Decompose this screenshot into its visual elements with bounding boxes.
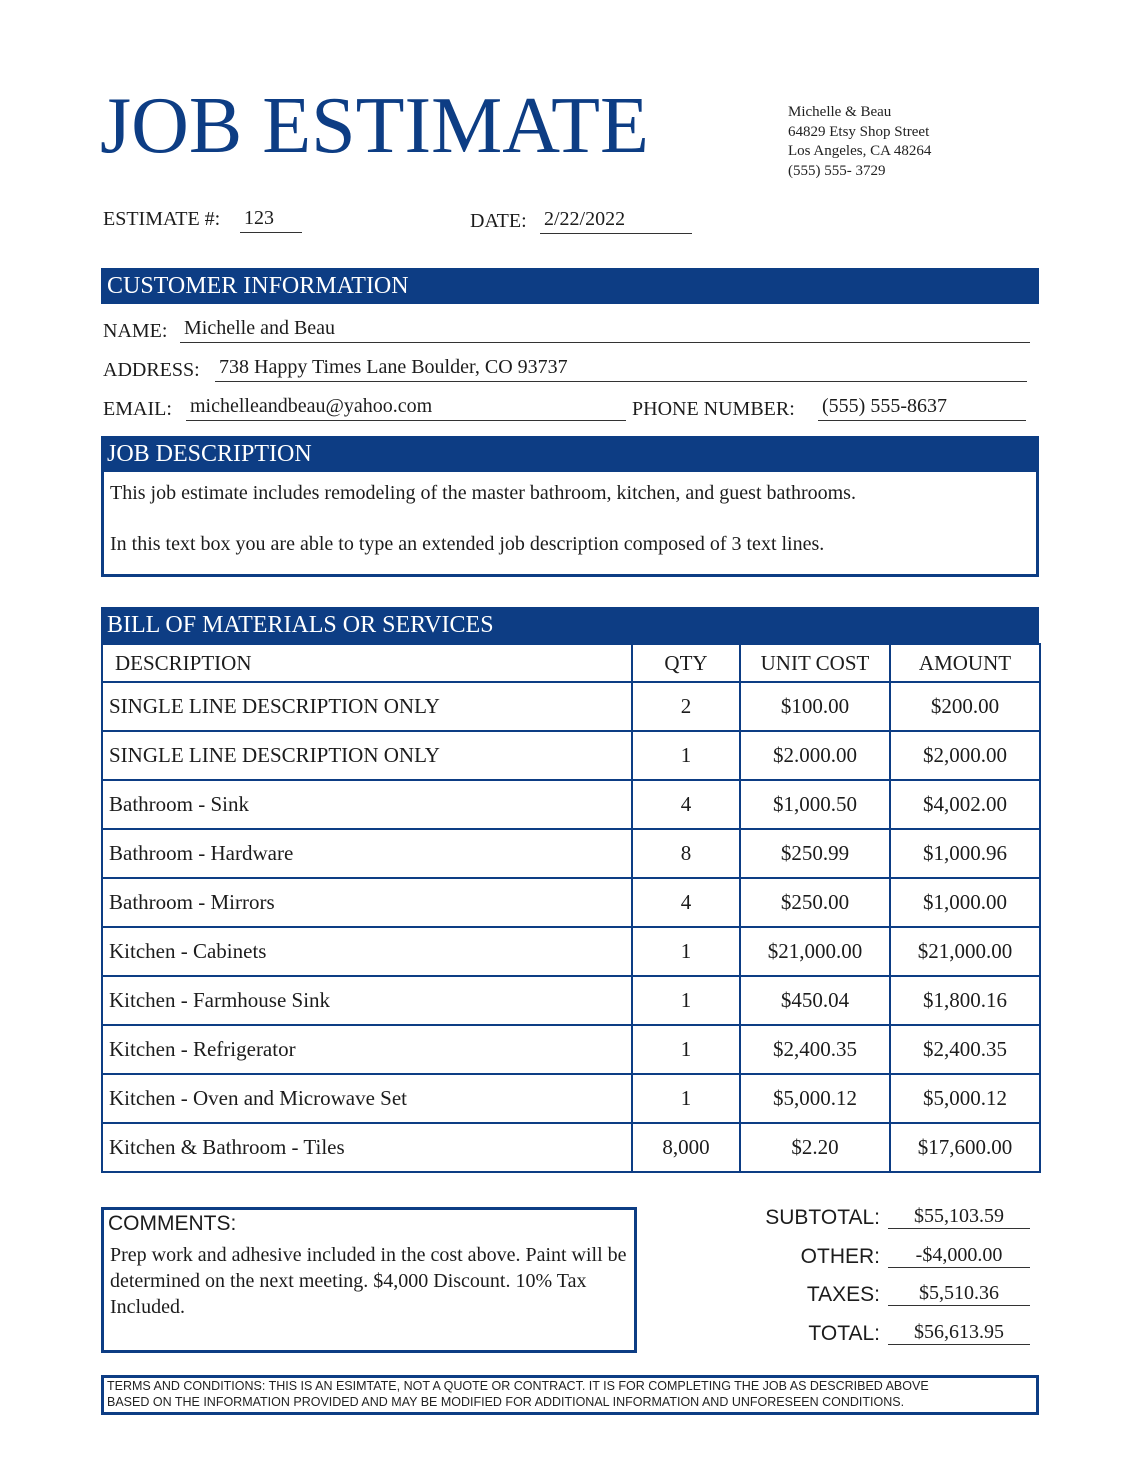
other-label: OTHER: (800, 1245, 880, 1268)
item-qty[interactable]: 1 (632, 1025, 740, 1074)
item-description[interactable]: Kitchen & Bathroom - Tiles (102, 1123, 632, 1172)
name-field[interactable] (180, 314, 1030, 343)
item-description[interactable]: Kitchen - Cabinets (102, 927, 632, 976)
table-row (102, 1074, 1040, 1123)
item-amount: $1,000.96 (890, 829, 1040, 878)
table-row (102, 927, 1040, 976)
item-amount: $21,000.00 (890, 927, 1040, 976)
item-unit-cost[interactable]: $1,000.50 (740, 780, 890, 829)
item-description[interactable]: Kitchen - Farmhouse Sink (102, 976, 632, 1025)
company-name: Michelle & Beau (788, 104, 892, 120)
company-phone: (555) 555- 3729 (788, 162, 886, 179)
terms-and-conditions (101, 1375, 1039, 1415)
item-unit-cost[interactable]: $21,000.00 (740, 927, 890, 976)
phone-label: PHONE NUMBER: (632, 398, 795, 420)
total-value: $56,613.95 (888, 1321, 1030, 1345)
table-row (102, 1025, 1040, 1074)
item-unit-cost[interactable]: $2,400.35 (740, 1025, 890, 1074)
item-qty[interactable]: 8 (632, 829, 740, 878)
column-header-qty: QTY (632, 644, 740, 682)
table-row (102, 878, 1040, 927)
table-row (102, 780, 1040, 829)
item-qty[interactable]: 2 (632, 682, 740, 731)
customer-information-header: CUSTOMER INFORMATION (101, 268, 1039, 304)
table-header-row (102, 644, 1040, 682)
item-amount: $4,002.00 (890, 780, 1040, 829)
table-row (102, 976, 1040, 1025)
item-description[interactable]: Bathroom - Mirrors (102, 878, 632, 927)
other-value[interactable]: -$4,000.00 (888, 1244, 1030, 1268)
company-city: Los Angeles, CA 48264 (788, 143, 932, 159)
item-description[interactable]: SINGLE LINE DESCRIPTION ONLY (102, 731, 632, 780)
item-qty[interactable]: 1 (632, 731, 740, 780)
item-unit-cost[interactable]: $100.00 (740, 682, 890, 731)
item-description[interactable]: Bathroom - Sink (102, 780, 632, 829)
item-qty[interactable]: 1 (632, 927, 740, 976)
job-description-box[interactable] (101, 472, 1039, 577)
item-unit-cost[interactable]: $250.00 (740, 878, 890, 927)
date-value: 2/22/2022 (544, 208, 626, 230)
email-label: EMAIL: (103, 398, 172, 420)
taxes-value[interactable]: $5,510.36 (888, 1282, 1030, 1306)
item-qty[interactable]: 4 (632, 780, 740, 829)
comments-box[interactable] (101, 1207, 637, 1353)
address-label: ADDRESS: (103, 359, 200, 381)
page-title: JOB ESTIMATE (100, 82, 649, 170)
company-info (788, 103, 931, 181)
comments-label: COMMENTS: (108, 1212, 237, 1235)
phone-field[interactable] (818, 391, 1026, 421)
item-qty[interactable]: 1 (632, 976, 740, 1025)
item-description[interactable]: Kitchen - Oven and Microwave Set (102, 1074, 632, 1123)
phone-value: (555) 555-8637 (822, 395, 947, 417)
subtotal-label: SUBTOTAL: (765, 1206, 880, 1229)
name-value: Michelle and Beau (184, 317, 336, 339)
item-unit-cost[interactable]: $2.000.00 (740, 731, 890, 780)
item-unit-cost[interactable]: $5,000.12 (740, 1074, 890, 1123)
table-row (102, 829, 1040, 878)
item-description[interactable]: SINGLE LINE DESCRIPTION ONLY (102, 682, 632, 731)
total-label: TOTAL: (808, 1322, 880, 1345)
estimate-number-value: 123 (244, 207, 274, 229)
item-amount: $17,600.00 (890, 1123, 1040, 1172)
name-label: NAME: (103, 320, 168, 342)
table-row (102, 682, 1040, 731)
item-amount: $2,000.00 (890, 731, 1040, 780)
item-amount: $200.00 (890, 682, 1040, 731)
date-field[interactable] (540, 205, 692, 234)
item-qty[interactable]: 8,000 (632, 1123, 740, 1172)
address-value: 738 Happy Times Lane Boulder, CO 93737 (219, 356, 568, 378)
item-qty[interactable]: 1 (632, 1074, 740, 1123)
job-description-line: In this text box you are able to type an extended job description composed of 3 text lines. (110, 533, 825, 555)
column-header-unit-cost: UNIT COST (740, 644, 890, 682)
job-description-header: JOB DESCRIPTION (101, 436, 1039, 472)
address-field[interactable] (215, 352, 1027, 382)
item-description[interactable]: Kitchen - Refrigerator (102, 1025, 632, 1074)
item-qty[interactable]: 4 (632, 878, 740, 927)
terms-line: TERMS AND CONDITIONS: THIS IS AN ESIMTATE, NOT A QUOTE OR CONTRACT. IT IS FOR COMPLETING THE JOB AS DESCRIBED ABOVE (107, 1379, 929, 1393)
table-row (102, 731, 1040, 780)
item-unit-cost[interactable]: $2.20 (740, 1123, 890, 1172)
taxes-label: TAXES: (806, 1283, 880, 1306)
bill-of-materials-header: BILL OF MATERIALS OR SERVICES (101, 607, 1039, 643)
bill-table (101, 643, 1041, 1173)
item-unit-cost[interactable]: $450.04 (740, 976, 890, 1025)
email-field[interactable] (186, 391, 626, 421)
item-amount: $1,800.16 (890, 976, 1040, 1025)
estimate-number-field[interactable] (240, 203, 302, 233)
estimate-number-label: ESTIMATE #: (103, 208, 221, 230)
subtotal-value: $55,103.59 (888, 1205, 1030, 1229)
email-value: michelleandbeau@yahoo.com (190, 395, 433, 417)
job-description-line: This job estimate includes remodeling of the master bathroom, kitchen, and guest bathrooms. (110, 482, 856, 504)
item-amount: $5,000.12 (890, 1074, 1040, 1123)
table-row (102, 1123, 1040, 1172)
column-header-amount: AMOUNT (890, 644, 1040, 682)
column-header-description: DESCRIPTION (102, 644, 632, 682)
item-description[interactable]: Bathroom - Hardware (102, 829, 632, 878)
comments-text: Prep work and adhesive included in the cost above. Paint will be determined on the next meeting. $4,000 Discount. 10% Tax Included. (110, 1244, 627, 1318)
date-label: DATE: (470, 210, 527, 232)
company-street: 64829 Etsy Shop Street (788, 123, 930, 140)
item-amount: $1,000.00 (890, 878, 1040, 927)
item-unit-cost[interactable]: $250.99 (740, 829, 890, 878)
item-amount: $2,400.35 (890, 1025, 1040, 1074)
terms-line: BASED ON THE INFORMATION PROVIDED AND MAY BE MODIFIED FOR ADDITIONAL INFORMATION AND UNFORESEEN CONDITIONS. (107, 1395, 905, 1409)
